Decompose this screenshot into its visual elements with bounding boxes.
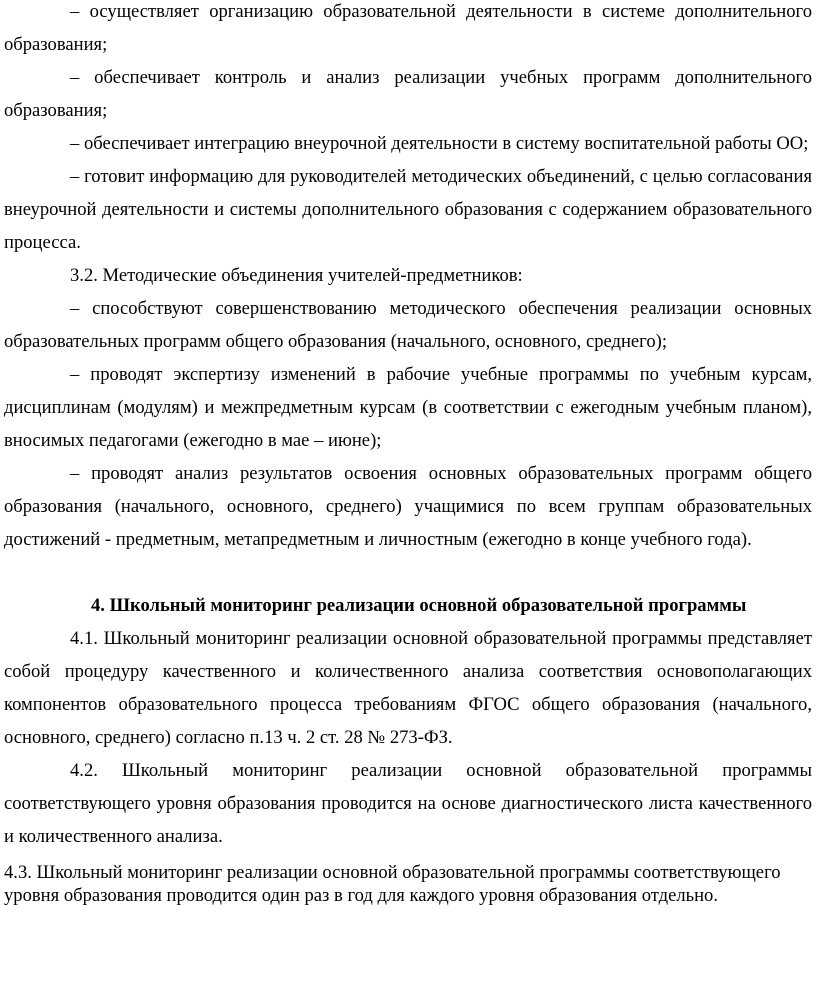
- paragraph-4-3: 4.3. Школьный мониторинг реализации основной образовательной программы соответствующего уровня образования проводится один раз в год для каждого уровня образования отдельно.: [4, 862, 781, 906]
- paragraph-improvement: – способствуют совершенствованию методического обеспечения реализации основных образовательных программ общего образования (начального, основного, среднего);: [4, 298, 812, 352]
- paragraph-integration: – обеспечивает интеграцию внеурочной деятельности в систему воспитательной работы ОО;: [70, 133, 809, 154]
- section-heading-4: 4. Школьный мониторинг реализации основной образовательной программы: [91, 595, 747, 616]
- paragraph-expertise: – проводят экспертизу изменений в рабочие учебные программы по учебным курсам, дисциплинам (модулям) и межпредметным курсам (в соответствии с ежегодным учебным планом), вносимых педагогами (ежегодно в мае – июне);: [4, 364, 812, 451]
- paragraph-prepares-information: – готовит информацию для руководителей методических объединений, с целью согласования внеурочной деятельности и системы дополнительного образования с содержанием образовательного процесса.: [4, 166, 812, 253]
- paragraph-results-analysis: – проводят анализ результатов освоения основных образовательных программ общего образования (начального, основного, среднего) учащимися по всем группам образовательных достижений - предметным, метапредметным и личностным (ежегодно в конце учебного года).: [4, 463, 812, 550]
- paragraph-additional-education-organization: – осуществляет организацию образовательной деятельности в системе дополнительного образования;: [4, 1, 812, 55]
- paragraph-3-2-methodical-associations: 3.2. Методические объединения учителей-предметников:: [70, 265, 523, 286]
- paragraph-control-analysis: – обеспечивает контроль и анализ реализации учебных программ дополнительного образования;: [4, 67, 812, 121]
- paragraph-4-2: 4.2. Школьный мониторинг реализации основной образовательной программы соответствующего уровня образования проводится на основе диагностического листа качественного и количественного анализа.: [4, 760, 812, 847]
- paragraph-4-1: 4.1. Школьный мониторинг реализации основной образовательной программы представляет собой процедуру качественного и количественного анализа соответствия основополагающих компонентов образовательного процесса требованиям ФГОС общего образования (начального, основного, среднего) согласно п.13 ч. 2 ст. 28 № 273-ФЗ.: [4, 628, 812, 748]
- document-page: [4, 0, 812, 907]
